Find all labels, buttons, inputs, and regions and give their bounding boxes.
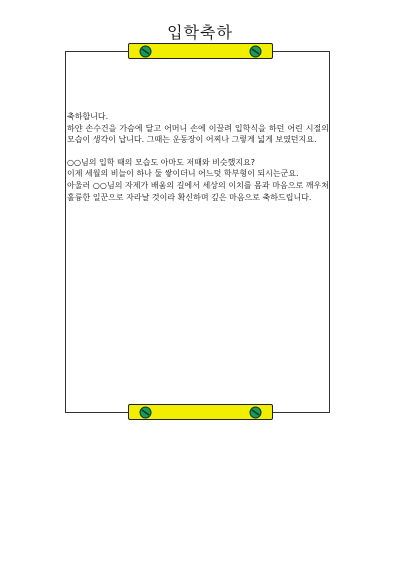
greeting-line: 축하합니다. [67, 112, 109, 121]
closing-paragraph: 아울러 ○○님의 자제가 배움의 길에서 세상의 이치를 몸과 마음으로 깨우쳐 훌륭한 일꾼으로 자라날 것이라 확신하며 깊은 마음으로 축하드립니다. [67, 180, 329, 202]
letter-frame [65, 51, 330, 413]
green-rivet-icon [249, 45, 262, 58]
green-rivet-icon [139, 406, 152, 419]
time-passed-line: 이제 세월의 비늘이 하나 둘 쌓이더니 어느덧 학부형이 되시는군요. [67, 169, 299, 179]
question-line: ○○님의 입학 때의 모습도 아마도 저때와 비슷했지요? [67, 157, 256, 167]
green-rivet-icon [139, 45, 152, 58]
document-title: 입학축하 [167, 23, 233, 42]
green-rivet-icon [249, 406, 262, 419]
top-decorative-bar [128, 43, 273, 59]
memory-paragraph: 하얀 손수건을 가슴에 달고 어머니 손에 이끌려 입학식을 하던 어린 시절의 모습이 생각이 납니다. 그때는 운동장이 어찌나 그렇게 넓게 보였던지요. [67, 123, 329, 145]
letter-body [67, 111, 329, 203]
paragraph-gap [67, 146, 329, 157]
bottom-decorative-bar [128, 404, 273, 420]
